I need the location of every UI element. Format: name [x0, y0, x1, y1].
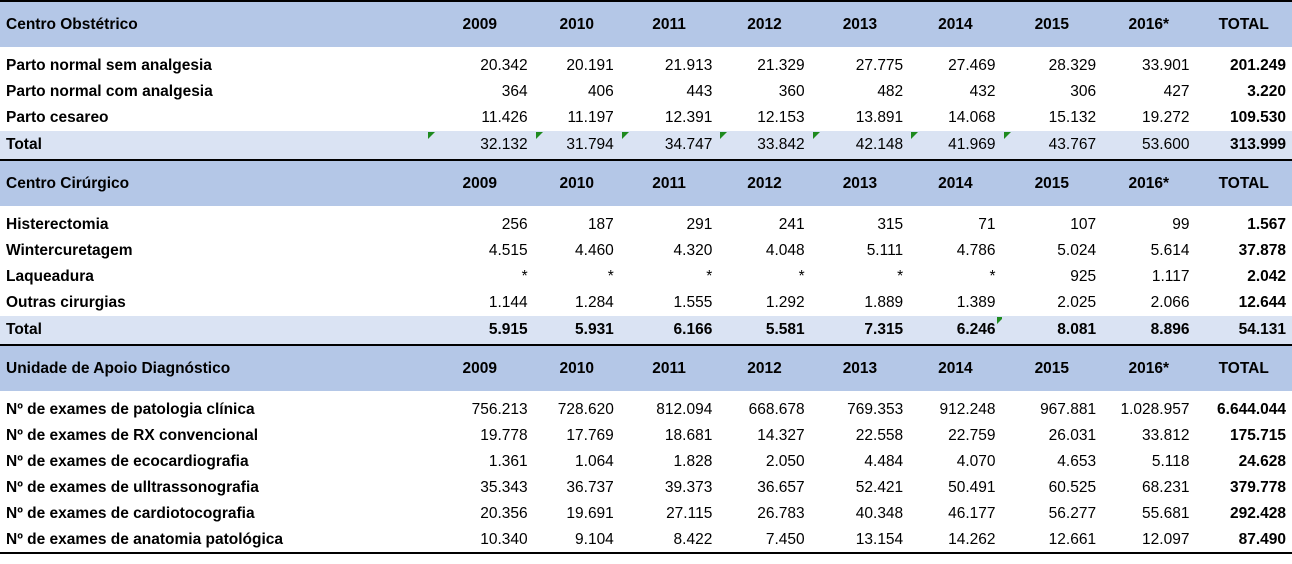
cell-value: 36.737 — [566, 479, 614, 496]
table-row — [0, 501, 1292, 527]
row-total: 87.490 — [1195, 527, 1292, 553]
cell-value: 20.191 — [566, 57, 614, 74]
row-label: Nº de exames de cardiotocografia — [6, 505, 255, 522]
cell-value: 19.272 — [1142, 109, 1190, 126]
error-flag-icon — [1004, 132, 1011, 139]
total-cell: 8.081 — [1002, 316, 1103, 345]
table-row — [0, 105, 1292, 131]
cell-value: 14.262 — [909, 527, 1001, 553]
cell-value: 9.104 — [534, 527, 620, 553]
year-header: 2012 — [718, 1, 810, 47]
cell-value: 1.555 — [673, 294, 713, 311]
cell-value: 99 — [1172, 216, 1190, 233]
cell-value: 1.144 — [488, 294, 528, 311]
cell-value: 40.348 — [855, 505, 904, 522]
cell-value: 35.343 — [480, 479, 528, 496]
total-cell: 31.794 — [534, 131, 620, 160]
cell-value: 291 — [686, 216, 713, 233]
total-cell: 32.132 — [426, 131, 534, 160]
table-row — [0, 449, 1292, 475]
cell-value: 12.097 — [1102, 527, 1195, 553]
year-header: 2013 — [811, 160, 910, 206]
cell-value: 33.812 — [1142, 427, 1190, 444]
cell-value: * — [607, 268, 614, 285]
table-row — [0, 475, 1292, 501]
cell-value: 315 — [877, 216, 904, 233]
cell-value: 36.657 — [757, 479, 805, 496]
year-header: 2011 — [620, 160, 719, 206]
total-cell: 34.747 — [620, 131, 719, 160]
cell-value: 1.292 — [765, 294, 805, 311]
cell-value: 967.881 — [1040, 401, 1097, 418]
cell-value: 2.050 — [765, 453, 805, 470]
cell-value: 4.460 — [575, 242, 614, 259]
row-label: Nº de exames de RX convencional — [6, 427, 259, 444]
cell-value: 27.469 — [948, 57, 996, 74]
cell-value: 107 — [1070, 216, 1097, 233]
row-label: Nº de exames de anatomia patológica — [0, 527, 426, 553]
row-total: 6.644.044 — [1217, 401, 1286, 418]
cell-value: 46.177 — [948, 505, 996, 522]
cell-value: 364 — [501, 83, 528, 100]
cell-value: 432 — [969, 83, 996, 100]
total-cell: 41.969 — [909, 131, 1001, 160]
cell-value: 14.327 — [757, 427, 805, 444]
row-total: 201.249 — [1229, 57, 1286, 74]
cell-value: 33.901 — [1142, 57, 1190, 74]
cell-value: 4.320 — [673, 242, 713, 259]
cell-value: 1.064 — [575, 453, 614, 470]
table-row — [0, 397, 1292, 423]
cell-value: 26.783 — [757, 505, 805, 522]
row-label: Parto cesareo — [6, 109, 109, 126]
cell-value: 55.681 — [1142, 505, 1190, 522]
row-total: 109.530 — [1229, 109, 1286, 126]
cell-value: 769.353 — [847, 401, 904, 418]
cell-value: 27.115 — [666, 505, 713, 522]
year-header: 2016* — [1102, 160, 1195, 206]
cell-value: 26.031 — [1048, 427, 1097, 444]
cell-value: 668.678 — [748, 401, 805, 418]
cell-value: * — [897, 268, 904, 285]
total-cell: 42.148 — [811, 131, 910, 160]
year-header: 2009 — [426, 160, 534, 206]
year-header: 2014 — [909, 1, 1001, 47]
cell-value: 1.361 — [488, 453, 528, 470]
year-header: 2011 — [620, 1, 719, 47]
cell-value: 7.450 — [718, 527, 810, 553]
cell-value: 56.277 — [1048, 505, 1097, 522]
error-flag-icon — [911, 132, 918, 139]
cell-value: 360 — [778, 83, 805, 100]
row-label: Nº de exames de ulltrassonografia — [6, 479, 259, 496]
cell-value: 756.213 — [471, 401, 528, 418]
cell-value: 406 — [587, 83, 614, 100]
error-flag-icon — [428, 132, 435, 139]
grand-total: 54.131 — [1195, 316, 1292, 345]
total-header: TOTAL — [1195, 345, 1292, 391]
cell-value: 13.154 — [811, 527, 910, 553]
cell-value: 15.132 — [1048, 109, 1097, 126]
cell-value: 812.094 — [656, 401, 713, 418]
year-header: 2011 — [620, 345, 719, 391]
cell-value: 1.284 — [575, 294, 614, 311]
cell-value: 14.068 — [948, 109, 996, 126]
year-header: 2015 — [1002, 345, 1103, 391]
cell-value: 4.786 — [956, 242, 996, 259]
cell-value: 5.111 — [866, 242, 904, 259]
cell-value: 443 — [686, 83, 713, 100]
error-flag-icon — [813, 132, 820, 139]
error-flag-icon — [720, 132, 727, 139]
row-label: Histerectomia — [6, 216, 109, 233]
cell-value: 306 — [1070, 83, 1097, 100]
cell-value: 20.342 — [480, 57, 528, 74]
row-total: 3.220 — [1247, 83, 1286, 100]
error-flag-icon — [622, 132, 629, 139]
cell-value: 4.048 — [765, 242, 805, 259]
cell-value: * — [798, 268, 805, 285]
total-cell: 7.315 — [811, 316, 910, 345]
cell-value: 22.759 — [948, 427, 996, 444]
cell-value: 5.614 — [1150, 242, 1190, 259]
cell-value: 5.118 — [1151, 453, 1190, 470]
cell-value: 12.661 — [1002, 527, 1103, 553]
cell-value: 8.422 — [620, 527, 719, 553]
row-label: Nº de exames de ecocardiografia — [6, 453, 249, 470]
cell-value: 13.891 — [855, 109, 904, 126]
row-label: Outras cirurgias — [6, 294, 126, 311]
row-label: Parto normal sem analgesia — [6, 57, 212, 74]
cell-value: 10.340 — [426, 527, 534, 553]
total-cell: 6.246 — [909, 316, 1001, 345]
year-header: 2014 — [909, 160, 1001, 206]
total-row-label: Total — [0, 316, 426, 345]
total-cell: 5.931 — [534, 316, 620, 345]
total-row — [0, 316, 1292, 345]
cell-value: 12.153 — [757, 109, 805, 126]
year-header: 2009 — [426, 345, 534, 391]
section-header-row — [0, 160, 1292, 206]
cell-value: 21.329 — [757, 57, 805, 74]
cell-value: 11.426 — [481, 109, 528, 126]
cell-value: * — [521, 268, 528, 285]
table-row — [0, 264, 1292, 290]
row-total: 24.628 — [1238, 453, 1286, 470]
total-cell: 33.842 — [718, 131, 810, 160]
section-title: Unidade de Apoio Diagnóstico — [0, 345, 426, 391]
section-header-row — [0, 345, 1292, 391]
cell-value: 2.066 — [1150, 294, 1190, 311]
year-header: 2013 — [811, 345, 910, 391]
section-title: Centro Obstétrico — [0, 1, 426, 47]
year-header: 2014 — [909, 345, 1001, 391]
year-header: 2016* — [1102, 345, 1195, 391]
cell-value: 241 — [778, 216, 805, 233]
cell-value: 27.775 — [855, 57, 904, 74]
cell-value: 52.421 — [855, 479, 904, 496]
cell-value: * — [989, 268, 996, 285]
cell-value: 1.828 — [673, 453, 713, 470]
cell-value: 4.653 — [1057, 453, 1097, 470]
table-row — [0, 53, 1292, 79]
row-total: 292.428 — [1229, 505, 1286, 522]
total-cell: 43.767 — [1002, 131, 1103, 160]
cell-value: 2.025 — [1057, 294, 1097, 311]
section-header-row — [0, 1, 1292, 47]
total-row — [0, 131, 1292, 160]
cell-value: 19.778 — [480, 427, 528, 444]
total-cell: 8.896 — [1102, 316, 1195, 345]
row-total: 37.878 — [1238, 242, 1286, 259]
total-row-label: Total — [0, 131, 426, 160]
section-title: Centro Cirúrgico — [0, 160, 426, 206]
row-total: 12.644 — [1238, 294, 1286, 311]
cell-value: 71 — [978, 216, 996, 233]
year-header: 2012 — [718, 345, 810, 391]
total-cell: 6.166 — [620, 316, 719, 345]
cell-value: 68.231 — [1142, 479, 1190, 496]
cell-value: 11.197 — [567, 109, 614, 126]
cell-value: 4.484 — [864, 453, 904, 470]
year-header: 2013 — [811, 1, 910, 47]
cell-value: 19.691 — [566, 505, 614, 522]
cell-value: 12.391 — [664, 109, 713, 126]
cell-value: 4.515 — [488, 242, 528, 259]
year-header: 2010 — [534, 345, 620, 391]
cell-value: 427 — [1163, 83, 1190, 100]
cell-value: 21.913 — [664, 57, 713, 74]
total-cell: 5.915 — [426, 316, 534, 345]
cell-value: 482 — [877, 83, 904, 100]
table-row — [0, 527, 1292, 553]
cell-value: 4.070 — [956, 453, 996, 470]
table-row — [0, 212, 1292, 238]
total-header: TOTAL — [1195, 1, 1292, 47]
cell-value: 1.028.957 — [1120, 401, 1190, 418]
row-total: 1.567 — [1247, 216, 1286, 233]
year-header: 2012 — [718, 160, 810, 206]
table-row — [0, 238, 1292, 264]
year-header: 2015 — [1002, 160, 1103, 206]
row-label: Wintercuretagem — [6, 242, 133, 259]
table-row — [0, 79, 1292, 105]
cell-value: 1.389 — [956, 294, 996, 311]
table-row — [0, 423, 1292, 449]
row-total: 175.715 — [1229, 427, 1286, 444]
cell-value: 39.373 — [664, 479, 713, 496]
total-header: TOTAL — [1195, 160, 1292, 206]
year-header: 2015 — [1002, 1, 1103, 47]
cell-value: 28.329 — [1048, 57, 1097, 74]
total-cell: 5.581 — [718, 316, 810, 345]
cell-value: 256 — [501, 216, 528, 233]
cell-value: 5.024 — [1057, 242, 1097, 259]
error-flag-icon — [536, 132, 543, 139]
table-row — [0, 290, 1292, 316]
row-label: Nº de exames de patologia clínica — [6, 401, 255, 418]
cell-value: 20.356 — [480, 505, 528, 522]
cell-value: 912.248 — [939, 401, 996, 418]
cell-value: 187 — [587, 216, 614, 233]
cell-value: 22.558 — [855, 427, 904, 444]
row-total: 379.778 — [1229, 479, 1286, 496]
row-total: 2.042 — [1247, 268, 1286, 285]
cell-value: * — [706, 268, 713, 285]
year-header: 2010 — [534, 1, 620, 47]
year-header: 2010 — [534, 160, 620, 206]
row-label: Laqueadura — [6, 268, 94, 285]
total-cell: 53.600 — [1102, 131, 1195, 160]
cell-value: 50.491 — [948, 479, 996, 496]
cell-value: 60.525 — [1048, 479, 1097, 496]
cell-value: 728.620 — [557, 401, 614, 418]
cell-value: 17.769 — [566, 427, 614, 444]
row-label: Parto normal com analgesia — [6, 83, 213, 100]
cell-value: 18.681 — [664, 427, 713, 444]
cell-value: 925 — [1070, 268, 1097, 285]
year-header: 2009 — [426, 1, 534, 47]
grand-total: 313.999 — [1195, 131, 1292, 160]
year-header: 2016* — [1102, 1, 1195, 47]
cell-value: 1.889 — [864, 294, 904, 311]
cell-value: 1.117 — [1151, 268, 1190, 285]
